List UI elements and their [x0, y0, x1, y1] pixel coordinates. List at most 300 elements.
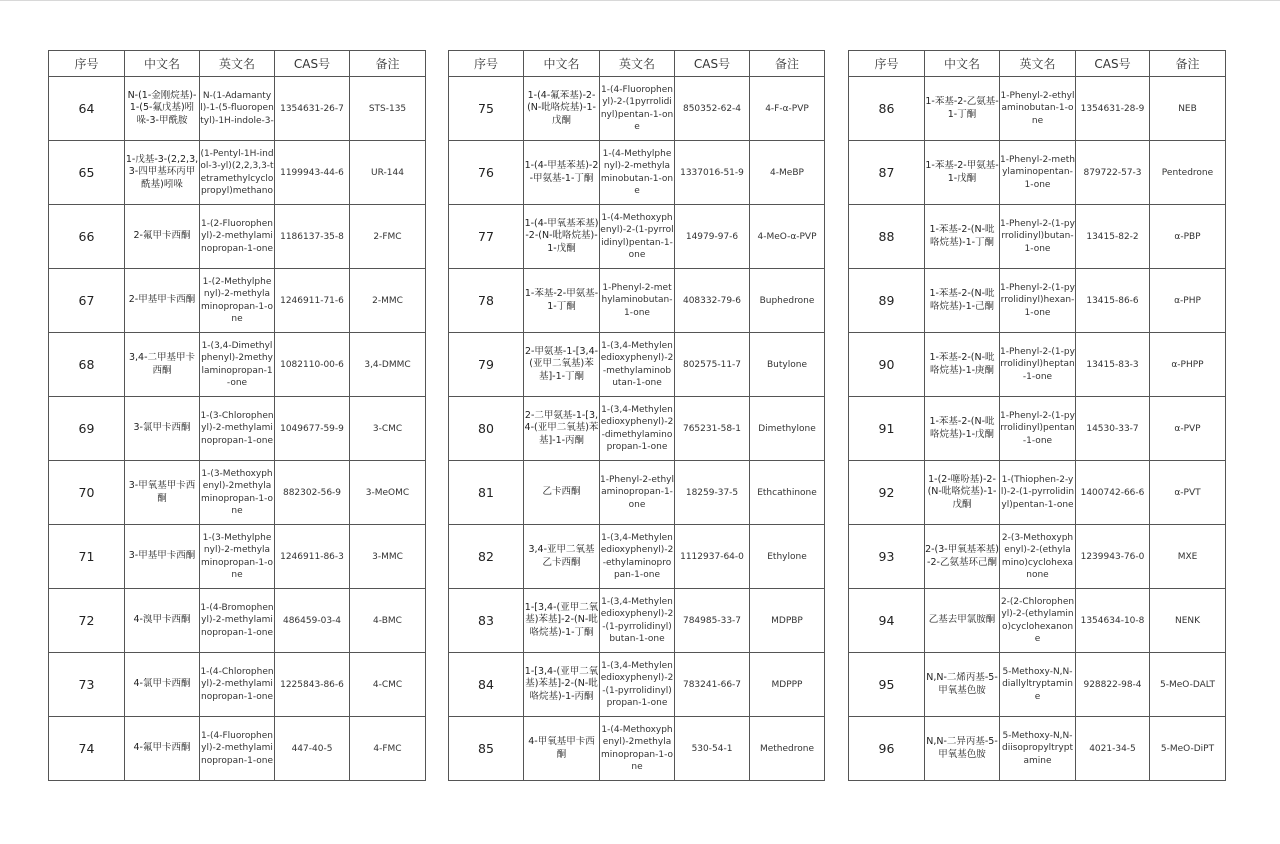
cell-english-name-text: 1-Phenyl-2-(1-pyrrolidinyl)pentan-1-one — [1000, 410, 1075, 446]
cell-remark-text: 4-BMC — [373, 615, 402, 626]
cell-english-name-text: 2-(2-Chlorophenyl)-2-(ethylamino)cyclohexanone — [1000, 596, 1075, 644]
cell-remark-text: 5-MeO-DALT — [1159, 679, 1216, 690]
cell-cas-number — [275, 77, 350, 141]
table-header-row — [849, 51, 1226, 77]
cell-chinese-name-text: 1-(4-氟苯基)-2-(N-吡咯烷基)-1-戊酮 — [527, 89, 596, 126]
cell-chinese-name-text: 1-苯基-2-甲氨基-1-戊酮 — [925, 160, 999, 184]
cell-chinese-name — [125, 717, 200, 781]
cell-serial-number-text: 86 — [878, 101, 895, 116]
cell-cas-number-text: 1354634-10-8 — [1080, 615, 1145, 626]
header-remark: 备注 — [750, 51, 825, 77]
cell-chinese-name — [524, 397, 600, 461]
cell-english-name-text: 1-Phenyl-2-ethylaminobutan-1-one — [1000, 90, 1075, 126]
header-cas: CAS号 — [275, 51, 350, 77]
cell-remark-text: 3-MMC — [372, 551, 403, 562]
cell-cas-number — [675, 269, 750, 333]
cell-english-name — [200, 333, 275, 397]
table-row — [849, 525, 1226, 589]
cell-cas-number-text: 486459-03-4 — [282, 615, 342, 626]
cell-english-name-text: 1-(4-Fluorophenyl)-2-methylaminopropan-1-one — [200, 730, 273, 766]
cell-remark — [350, 333, 426, 397]
table-row — [449, 77, 825, 141]
cell-cas-number — [1076, 589, 1150, 653]
header-chinese-name: 中文名 — [125, 51, 200, 77]
cell-cas-number-text: 879722-57-3 — [1083, 167, 1142, 178]
cell-chinese-name-text: 1-苯基-2-(N-吡咯烷基)-1-丁酮 — [929, 224, 995, 248]
cell-cas-number-text: 783241-66-7 — [682, 679, 742, 690]
cell-chinese-name-text: 4-氯甲卡西酮 — [133, 678, 191, 690]
cell-serial-number — [49, 205, 125, 269]
cell-serial-number-text: 72 — [78, 613, 95, 628]
cell-english-name-text: 1-(Thiophen-2-yl)-2-(1-pyrrolidinyl)pentan-1-one — [1000, 474, 1075, 510]
cell-english-name-text: 1-(3-Chlorophenyl)-2-methylaminopropan-1-one — [200, 410, 274, 446]
cell-english-name — [600, 77, 675, 141]
cell-english-name — [1000, 461, 1076, 525]
cell-cas-number-text: 1082110-00-6 — [280, 359, 344, 370]
cell-remark — [1150, 77, 1226, 141]
cell-chinese-name — [125, 461, 200, 525]
header-chinese-name: 中文名 — [925, 51, 1000, 77]
cell-cas-number — [1076, 269, 1150, 333]
cell-chinese-name-text: 1-苯基-2-乙氨基-1-丁酮 — [925, 96, 999, 120]
cell-chinese-name-text: 1-[3,4-(亚甲二氧基)苯基]-2-(N-吡咯烷基)-1-丙酮 — [524, 665, 599, 702]
cell-chinese-name — [925, 589, 1000, 653]
cell-remark-text: NENK — [1174, 615, 1201, 626]
cell-chinese-name — [524, 717, 600, 781]
cell-serial-number-text: 83 — [478, 613, 494, 628]
cell-remark — [1150, 589, 1226, 653]
cell-chinese-name-text: 3-甲氧基甲卡西酮 — [128, 480, 196, 504]
cell-remark-text: 3-CMC — [372, 423, 403, 434]
cell-english-name — [600, 461, 675, 525]
cell-chinese-name-text: 2-二甲氨基-1-[3,4-(亚甲二氧基)苯基]-1-丙酮 — [524, 409, 599, 446]
cell-english-name — [600, 717, 675, 781]
cell-serial-number-text: 89 — [878, 293, 895, 308]
cell-remark-text: Pentedrone — [1161, 167, 1214, 178]
table-row — [849, 461, 1226, 525]
cell-english-name-text: 1-(3,4-Methylenedioxyphenyl)-2-dimethylaminopropan-1-one — [600, 404, 674, 452]
cell-cas-number-text: 13415-82-2 — [1086, 231, 1139, 242]
cell-remark — [350, 141, 426, 205]
cell-english-name-text: 1-Phenyl-2-methylaminobutan-1-one — [601, 282, 673, 318]
table-row — [49, 205, 426, 269]
cell-remark — [750, 333, 825, 397]
header-remark: 备注 — [350, 51, 426, 77]
cell-chinese-name — [524, 461, 600, 525]
cell-english-name-text: 1-(3,4-Methylenedioxyphenyl)-2-(1-pyrrolidinyl)propan-1-one — [600, 660, 674, 708]
cell-english-name-text: 5-Methoxy-N,N-diisopropyltryptamine — [1002, 730, 1073, 766]
cell-remark — [350, 77, 426, 141]
cell-remark-text: Methedrone — [759, 743, 815, 754]
cell-cas-number-text: 1112937-64-0 — [680, 551, 744, 562]
header-cas: CAS号 — [675, 51, 750, 77]
cell-chinese-name — [125, 525, 200, 589]
cell-english-name — [600, 525, 675, 589]
cell-cas-number-text: 4021-34-5 — [1089, 743, 1136, 754]
cell-serial-number-text: 88 — [878, 229, 895, 244]
cell-cas-number-text: 802575-11-7 — [682, 359, 742, 370]
cell-cas-number-text: 13415-83-3 — [1086, 359, 1139, 370]
cell-remark — [750, 205, 825, 269]
cell-cas-number — [1076, 461, 1150, 525]
cell-remark — [350, 461, 426, 525]
cell-remark-text: α-PVP — [1174, 423, 1201, 434]
cell-chinese-name — [125, 397, 200, 461]
cell-cas-number-text: 408332-79-6 — [682, 295, 742, 306]
compound-table-section-3 — [848, 50, 1226, 781]
cell-cas-number-text: 928822-98-4 — [1083, 679, 1142, 690]
cell-serial-number — [49, 589, 125, 653]
cell-cas-number-text: 1337016-51-9 — [680, 167, 744, 178]
cell-chinese-name — [925, 141, 1000, 205]
table-row — [849, 717, 1226, 781]
cell-serial-number — [849, 269, 925, 333]
cell-cas-number-text: 882302-56-9 — [282, 487, 342, 498]
cell-remark — [750, 461, 825, 525]
cell-english-name — [200, 269, 275, 333]
cell-chinese-name-text: 1-苯基-2-甲氨基-1-丁酮 — [524, 288, 599, 312]
cell-remark — [350, 205, 426, 269]
cell-english-name — [600, 333, 675, 397]
cell-remark-text: 4-MeBP — [770, 167, 804, 178]
cell-english-name — [1000, 717, 1076, 781]
cell-english-name-text: 1-(2-Fluorophenyl)-2-methylaminopropan-1-one — [200, 218, 273, 254]
cell-chinese-name-text: 4-氟甲卡西酮 — [133, 742, 191, 754]
cell-remark — [350, 589, 426, 653]
cell-serial-number — [849, 461, 925, 525]
cell-cas-number-text: 1246911-86-3 — [280, 551, 344, 562]
cell-english-name-text: 1-(3,4-Methylenedioxyphenyl)-2-(1-pyrrolidinyl)butan-1-one — [600, 596, 674, 644]
cell-serial-number — [449, 397, 524, 461]
cell-chinese-name-text: 1-戊基-3-(2,2,3,3-四甲基环丙甲酰基)吲哚 — [125, 153, 199, 190]
cell-english-name — [200, 653, 275, 717]
cell-serial-number — [49, 141, 125, 205]
cell-remark — [1150, 461, 1226, 525]
cell-cas-number — [675, 205, 750, 269]
cell-chinese-name — [125, 77, 200, 141]
cell-chinese-name — [524, 525, 600, 589]
table-row — [49, 653, 426, 717]
cell-chinese-name-text: 2-甲氨基-1-[3,4-(亚甲二氧基)苯基]-1-丁酮 — [524, 345, 599, 382]
cell-remark-text: 2-FMC — [373, 231, 402, 242]
header-english-name: 英文名 — [1000, 51, 1076, 77]
cell-chinese-name — [925, 333, 1000, 397]
cell-cas-number — [1076, 717, 1150, 781]
cell-remark — [1150, 717, 1226, 781]
cell-chinese-name — [125, 141, 200, 205]
cell-english-name-text: 1-(3-Methylphenyl)-2-methylaminopropan-1-one — [200, 532, 274, 580]
cell-remark — [1150, 525, 1226, 589]
cell-serial-number — [449, 141, 524, 205]
cell-remark-text: MDPPP — [771, 679, 803, 690]
cell-serial-number-text: 81 — [478, 485, 494, 500]
cell-serial-number — [849, 141, 925, 205]
cell-english-name-text: 1-(4-Methoxyphenyl)-2-(1-pyrrolidinyl)pentan-1-one — [600, 212, 674, 260]
cell-serial-number-text: 74 — [78, 741, 95, 756]
cell-chinese-name-text: N,N-二异丙基-5-甲氧基色胺 — [926, 736, 998, 760]
cell-serial-number-text: 71 — [78, 549, 95, 564]
cell-serial-number — [49, 525, 125, 589]
cell-english-name-text: 1-Phenyl-2-(1-pyrrolidinyl)heptan-1-one — [1000, 346, 1075, 382]
cell-chinese-name-text: 1-(4-甲基苯基)-2-甲氨基-1-丁酮 — [524, 160, 599, 184]
cell-serial-number — [849, 397, 925, 461]
cell-english-name-text: 1-(3,4-Dimethylphenyl)-2methylaminopropan-1-one — [201, 340, 273, 388]
cell-serial-number-text: 67 — [78, 293, 95, 308]
cell-chinese-name-text: 4-甲氧基甲卡西酮 — [528, 736, 595, 760]
cell-chinese-name-text: 1-[3,4-(亚甲二氧基)苯基]-2-(N-吡咯烷基)-1-丁酮 — [524, 601, 599, 638]
cell-english-name — [1000, 397, 1076, 461]
cell-english-name-text: 1-(3,4-Methylenedioxyphenyl)-2-methylaminobutan-1-one — [600, 340, 674, 388]
cell-english-name — [1000, 653, 1076, 717]
table-row — [449, 205, 825, 269]
cell-chinese-name — [925, 653, 1000, 717]
cell-remark-text: 4-F-α-PVP — [765, 103, 809, 114]
table-row — [849, 333, 1226, 397]
table-row — [49, 77, 426, 141]
cell-cas-number-text: 14979-97-6 — [685, 231, 739, 242]
cell-chinese-name-text: 乙基去甲氯胺酮 — [928, 614, 996, 626]
cell-cas-number-text: 1225843-86-6 — [280, 679, 344, 690]
table-row — [849, 205, 1226, 269]
compound-table-section-1 — [48, 50, 426, 781]
cell-serial-number-text: 92 — [878, 485, 895, 500]
header-english-name: 英文名 — [600, 51, 675, 77]
table-row — [49, 269, 426, 333]
cell-chinese-name-text: 3,4-二甲基甲卡西酮 — [128, 352, 196, 376]
cell-remark — [750, 141, 825, 205]
cell-chinese-name-text: N,N-二烯丙基-5-甲氧基色胺 — [926, 672, 998, 696]
cell-remark-text: 3,4-DMMC — [364, 359, 411, 370]
cell-english-name-text: 1-(3,4-Methylenedioxyphenyl)-2-ethylaminopropan-1-one — [600, 532, 674, 580]
cell-cas-number — [675, 461, 750, 525]
cell-cas-number — [675, 653, 750, 717]
cell-cas-number-text: 530-54-1 — [691, 743, 733, 754]
table-row — [449, 333, 825, 397]
header-no: 序号 — [849, 51, 925, 77]
cell-english-name — [200, 205, 275, 269]
cell-cas-number — [675, 525, 750, 589]
cell-serial-number — [49, 77, 125, 141]
cell-chinese-name — [524, 589, 600, 653]
cell-cas-number-text: 447-40-5 — [291, 743, 333, 754]
cell-chinese-name-text: N-(1-金刚烷基)-1-(5-氟戊基)吲哚-3-甲酰胺 — [127, 89, 197, 126]
cell-chinese-name — [125, 205, 200, 269]
cell-cas-number-text: 1400742-66-6 — [1080, 487, 1145, 498]
cell-chinese-name-text: 3-甲基甲卡西酮 — [128, 550, 196, 562]
cell-cas-number — [275, 333, 350, 397]
cell-english-name — [200, 77, 275, 141]
cell-english-name — [200, 141, 275, 205]
cell-chinese-name — [125, 653, 200, 717]
cell-serial-number-text: 94 — [878, 613, 895, 628]
cell-english-name — [1000, 589, 1076, 653]
table-row — [449, 525, 825, 589]
cell-chinese-name-text: 1-(4-甲氧基苯基)-2-(N-吡咯烷基)-1-戊酮 — [524, 217, 599, 254]
cell-remark — [1150, 333, 1226, 397]
table-row — [449, 269, 825, 333]
header-cas: CAS号 — [1076, 51, 1150, 77]
cell-cas-number-text: 1199943-44-6 — [280, 167, 344, 178]
cell-remark — [350, 653, 426, 717]
cell-serial-number-text: 65 — [78, 165, 95, 180]
cell-cas-number — [275, 205, 350, 269]
cell-remark-text: MXE — [1177, 551, 1198, 562]
cell-serial-number — [49, 333, 125, 397]
cell-remark — [350, 269, 426, 333]
cell-remark — [350, 397, 426, 461]
cell-remark — [350, 525, 426, 589]
cell-cas-number — [275, 461, 350, 525]
cell-chinese-name — [125, 333, 200, 397]
cell-english-name — [1000, 205, 1076, 269]
cell-english-name — [1000, 141, 1076, 205]
cell-serial-number — [449, 653, 524, 717]
cell-chinese-name — [925, 397, 1000, 461]
table-row — [49, 525, 426, 589]
cell-english-name — [1000, 525, 1076, 589]
cell-english-name-text: 1-(2-Methylphenyl)-2-methylaminopropan-1-one — [200, 276, 274, 324]
cell-cas-number — [675, 141, 750, 205]
cell-english-name — [1000, 269, 1076, 333]
table-row — [49, 141, 426, 205]
cell-english-name-text: 1-Phenyl-2-ethylaminopropan-1-one — [600, 474, 674, 510]
cell-english-name — [200, 397, 275, 461]
cell-chinese-name — [125, 269, 200, 333]
cell-remark-text: Butylone — [767, 359, 807, 370]
cell-serial-number — [449, 589, 524, 653]
cell-remark-text: 4-MeO-α-PVP — [757, 231, 817, 242]
cell-remark-text: 3-MeOMC — [365, 487, 410, 498]
cell-serial-number-text: 91 — [878, 421, 895, 436]
cell-serial-number-text: 64 — [78, 101, 95, 116]
cell-english-name — [600, 397, 675, 461]
cell-english-name-text: 1-Phenyl-2-methylaminopentan-1-one — [1000, 154, 1075, 190]
cell-cas-number-text: 1354631-28-9 — [1080, 103, 1145, 114]
cell-english-name — [600, 589, 675, 653]
cell-remark — [1150, 269, 1226, 333]
cell-remark — [1150, 397, 1226, 461]
cell-serial-number — [849, 205, 925, 269]
cell-chinese-name-text: 2-甲基甲卡西酮 — [128, 294, 196, 306]
header-english-name: 英文名 — [200, 51, 275, 77]
cell-chinese-name-text: 3-氯甲卡西酮 — [133, 422, 191, 434]
cell-serial-number — [449, 525, 524, 589]
cell-chinese-name-text: 1-苯基-2-(N-吡咯烷基)-1-戊酮 — [929, 416, 995, 440]
cell-serial-number — [49, 269, 125, 333]
cell-chinese-name — [524, 77, 600, 141]
cell-cas-number — [1076, 333, 1150, 397]
header-remark: 备注 — [1150, 51, 1226, 77]
cell-chinese-name-text: 2-氟甲卡西酮 — [133, 230, 191, 242]
cell-remark-text: Dimethylone — [758, 423, 816, 434]
cell-remark — [750, 589, 825, 653]
cell-remark-text: 4-FMC — [373, 743, 402, 754]
table-row — [49, 461, 426, 525]
cell-remark-text: Ethcathinone — [757, 487, 817, 498]
cell-english-name-text: 1-Phenyl-2-(1-pyrrolidinyl)butan-1-one — [1000, 218, 1075, 254]
cell-cas-number — [675, 589, 750, 653]
cell-cas-number — [1076, 653, 1150, 717]
cell-serial-number — [449, 717, 524, 781]
cell-remark-text: UR-144 — [371, 167, 404, 178]
cell-serial-number — [849, 717, 925, 781]
cell-serial-number-text: 75 — [478, 101, 494, 116]
cell-cas-number — [1076, 141, 1150, 205]
cell-serial-number — [849, 589, 925, 653]
cell-serial-number-text: 76 — [478, 165, 494, 180]
cell-english-name-text: 1-(4-Bromophenyl)-2-methylaminopropan-1-one — [200, 602, 274, 638]
cell-cas-number — [275, 589, 350, 653]
table-row — [49, 333, 426, 397]
cell-remark — [750, 525, 825, 589]
cell-chinese-name-text: 1-(2-噻吩基)-2-(N-吡咯烷基)-1-戊酮 — [927, 473, 997, 510]
compound-table-section-2 — [448, 50, 825, 781]
table-row — [849, 589, 1226, 653]
cell-cas-number-text: 850352-62-4 — [682, 103, 742, 114]
cell-chinese-name — [925, 525, 1000, 589]
cell-cas-number-text: 1049677-59-9 — [280, 423, 344, 434]
header-no: 序号 — [449, 51, 524, 77]
cell-english-name-text: 1-Phenyl-2-(1-pyrrolidinyl)hexan-1-one — [1000, 282, 1075, 318]
cell-remark-text: Ethylone — [767, 551, 807, 562]
cell-serial-number-text: 87 — [878, 165, 895, 180]
table-row — [849, 397, 1226, 461]
cell-english-name-text: 1-(3-Methoxyphenyl)-2methylaminopropan-1-one — [200, 468, 274, 516]
cell-chinese-name — [524, 141, 600, 205]
cell-chinese-name-text: 乙卡西酮 — [542, 486, 581, 498]
cell-remark-text: 4-CMC — [372, 679, 403, 690]
cell-chinese-name — [925, 717, 1000, 781]
cell-serial-number-text: 90 — [878, 357, 895, 372]
cell-serial-number-text: 80 — [478, 421, 494, 436]
cell-cas-number — [275, 269, 350, 333]
cell-chinese-name-text: 1-苯基-2-(N-吡咯烷基)-1-庚酮 — [929, 352, 995, 376]
table-row — [849, 269, 1226, 333]
cell-serial-number-text: 96 — [878, 741, 895, 756]
cell-cas-number-text: 14530-33-7 — [1086, 423, 1139, 434]
cell-chinese-name-text: 3,4-亚甲二氧基乙卡西酮 — [528, 544, 595, 568]
cell-cas-number — [275, 717, 350, 781]
cell-english-name — [600, 269, 675, 333]
table-row — [449, 717, 825, 781]
cell-serial-number — [49, 397, 125, 461]
cell-cas-number — [1076, 525, 1150, 589]
cell-serial-number-text: 95 — [878, 677, 895, 692]
cell-serial-number — [449, 77, 524, 141]
cell-chinese-name — [524, 333, 600, 397]
cell-remark-text: NEB — [1178, 103, 1197, 114]
cell-cas-number-text: 765231-58-1 — [682, 423, 742, 434]
cell-serial-number-text: 68 — [78, 357, 95, 372]
cell-remark — [750, 397, 825, 461]
cell-chinese-name-text: 2-(3-甲氧基苯基)-2-乙氨基环己酮 — [925, 544, 999, 568]
cell-cas-number — [1076, 205, 1150, 269]
table-row — [449, 461, 825, 525]
table-header-row — [449, 51, 825, 77]
table-row — [449, 397, 825, 461]
cell-cas-number — [1076, 77, 1150, 141]
cell-chinese-name — [524, 205, 600, 269]
table-row — [449, 653, 825, 717]
cell-serial-number — [49, 717, 125, 781]
cell-remark — [750, 269, 825, 333]
cell-remark-text: 2-MMC — [372, 295, 403, 306]
cell-cas-number — [275, 141, 350, 205]
cell-serial-number-text: 84 — [478, 677, 494, 692]
cell-chinese-name — [524, 269, 600, 333]
cell-chinese-name — [925, 461, 1000, 525]
cell-cas-number-text: 18259-37-5 — [685, 487, 739, 498]
